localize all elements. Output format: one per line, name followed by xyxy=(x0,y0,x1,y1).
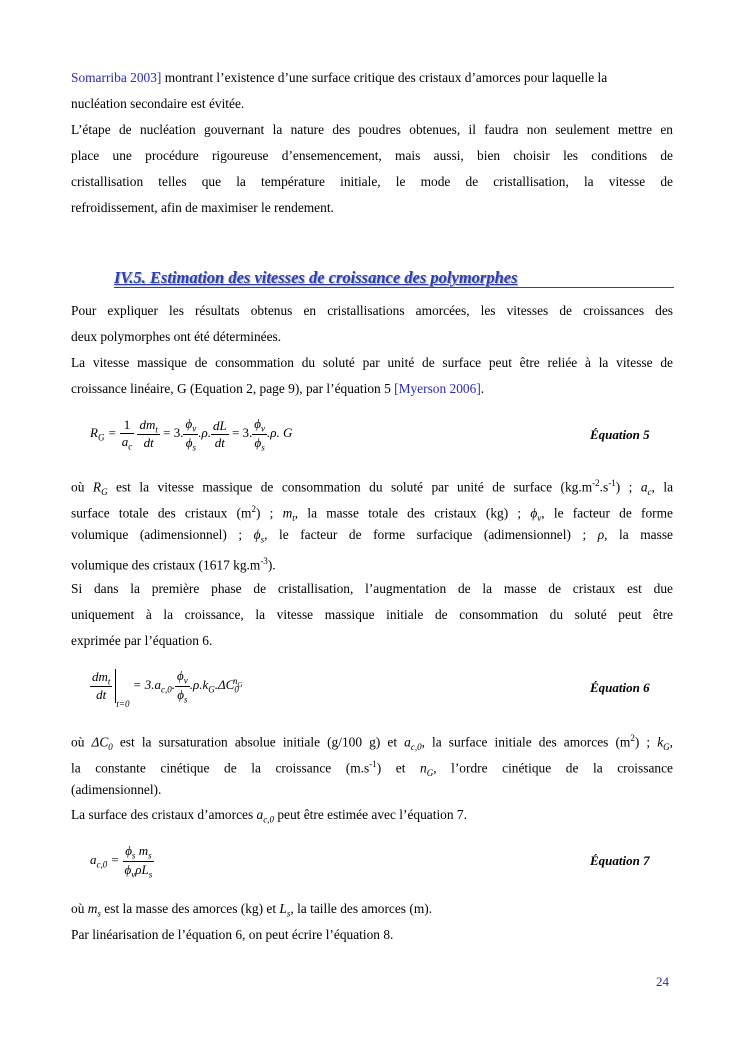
section-heading: IV.5. Estimation des vitesses de croissance des polymorphes xyxy=(114,268,518,287)
equation-5: $R_G$ = $\frac{1}{a_c}$ $\frac{dm_t}{dt}$ = 3. $\frac{\phi_v}{\phi_s}$ .ρ. $\frac{dL}{dt}$ = 3. $\frac{\phi_v}{\phi_s}$ .ρ. G xyxy=(90,416,293,453)
text-line: où $\Delta C_0$ est la sursaturation absolue initiale (g/100 g) et $a_{c,0}$, la surface initiale des amorces $(m^2)$ ; $k_G$, xyxy=(71,733,673,753)
text-line: où $m_s$ est la masse des amorces (kg) et $L_s$, la taille des amorces (m). xyxy=(71,901,433,919)
equation-6: $\frac{dm_t}{dt}$ $_{t=0} = 3.a_{c,0}$. $\frac{\phi_v}{\phi_s}$ $.\rho.k_G.\Delta C_0^{n_G}$ xyxy=(92,668,243,710)
text-line: Par linéarisation de l’équation 6, on peut écrire l’équation 8. xyxy=(71,927,394,942)
text-line: deux polymorphes ont été déterminées. xyxy=(71,329,282,344)
text-line: exprimée par l’équation 6. xyxy=(71,633,213,648)
text-line: Pour expliquer les résultats obtenus en cristallisations amorcées, les vitesses de croissances des xyxy=(71,303,673,318)
reference-link[interactable]: Somarriba 2003] xyxy=(71,70,162,85)
text-line: cristallisation telles que la température initiale, le mode de cristallisation, la vitesse de xyxy=(71,174,673,189)
text-line: La surface des cristaux d’amorces $a_{c,0}$ peut être estimée avec l’équation 7. xyxy=(71,807,467,825)
text-line: place une procédure rigoureuse d’ensemencement, mais aussi, bien choisir les conditions de xyxy=(71,148,673,163)
text-line: nucléation secondaire est évitée. xyxy=(71,96,245,111)
text-line: uniquement à la croissance, la vitesse massique initiale de consommation du soluté peut être xyxy=(71,607,673,622)
text-line: Somarriba 2003] montrant l’existence d’une surface critique des cristaux d’amorces pour laquelle la xyxy=(71,70,608,85)
equation-6-label: Équation 6 xyxy=(590,680,650,695)
text-line: (adimensionnel). xyxy=(71,782,162,797)
text-line: volumique des cristaux (1617 $kg.m^{-3}$). xyxy=(71,556,276,573)
equation-5-label: Équation 5 xyxy=(590,427,650,442)
equation-7: $a_{c,0}$ = $\frac{\phi_s m_s}{\phi_v\rho L_s}$ xyxy=(90,843,153,880)
text-line: La vitesse massique de consommation du soluté par unité de surface peut être reliée à la vitesse de xyxy=(71,355,673,370)
text-line: Si dans la première phase de cristallisation, l’augmentation de la masse de cristaux est due xyxy=(71,581,673,596)
page-number: 24 xyxy=(656,974,669,989)
text-line: croissance linéaire, G (Equation 2, page 9), par l’équation 5 [Myerson 2006]. xyxy=(71,381,485,396)
text-line: où $R_G$ est la vitesse massique de consommation du soluté par unité de surface $(kg.m^{-2}.s^{-1})$ ; $a_c$, la xyxy=(71,478,674,498)
text-line: la constante cinétique de la croissance $(m.s^{-1})$ et $n_G$, l’ordre cinétique de la croissance xyxy=(71,759,673,779)
text-line: surface totale des cristaux $(m^2)$ ; $m_t$, la masse totale des cristaux (kg) ; $\phi_v$, le facteur de forme xyxy=(71,504,674,524)
reference-link[interactable]: [Myerson 2006] xyxy=(394,381,481,396)
text-line: volumique (adimensionnel) ; $\phi_s$, le facteur de forme surfacique (adimensionnel) ; ρ, la masse xyxy=(71,527,673,545)
text-line: L’étape de nucléation gouvernant la nature des poudres obtenues, il faudra non seulement mettre en xyxy=(71,122,673,137)
text-line: refroidissement, afin de maximiser le rendement. xyxy=(71,200,334,215)
equation-7-label: Équation 7 xyxy=(590,853,650,868)
heading-rule xyxy=(114,287,674,288)
